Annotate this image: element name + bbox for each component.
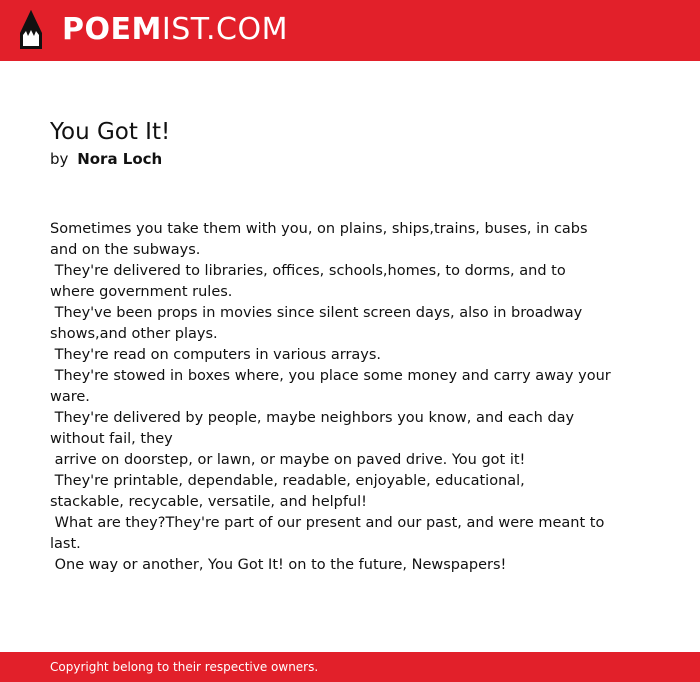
site-header xyxy=(0,0,700,61)
poem-line: where government rules. xyxy=(50,284,233,300)
poem-line: shows,and other plays. xyxy=(50,326,218,342)
site-footer xyxy=(0,652,700,682)
poem-line: and on the subways. xyxy=(50,242,201,258)
poem-line: without fail, they xyxy=(50,431,173,447)
poem-body xyxy=(50,219,611,576)
poem-line: stackable, recycable, versatile, and helpful! xyxy=(50,494,367,510)
poem-title: You Got It! xyxy=(50,119,171,145)
poem-line: They've been props in movies since silent screen days, also in broadway xyxy=(50,305,583,321)
poem-line: What are they?They're part of our present and our past, and were meant to xyxy=(50,515,605,531)
poem-byline xyxy=(50,149,162,169)
poem-line: arrive on doorstep, or lawn, or maybe on paved drive. You got it! xyxy=(50,452,526,468)
poem-line: They're delivered to libraries, offices, schools,homes, to dorms, and to xyxy=(50,263,566,279)
poem-line: Sometimes you take them with you, on plains, ships,trains, buses, in cabs xyxy=(50,221,588,237)
poem-line: They're delivered by people, maybe neighbors you know, and each day xyxy=(50,410,575,426)
copyright-notice: Copyright belong to their respective owners. xyxy=(50,660,319,674)
poem-line: They're printable, dependable, readable, enjoyable, educational, xyxy=(50,473,525,489)
author-name[interactable]: Nora Loch xyxy=(77,150,163,168)
logo-light-part: IST.COM xyxy=(161,12,288,47)
poem-line: last. xyxy=(50,536,81,552)
poem-line: They're read on computers in various arrays. xyxy=(50,347,382,363)
poem-line: They're stowed in boxes where, you place some money and carry away your xyxy=(50,368,611,384)
logo-bold-part: POEM xyxy=(62,12,162,47)
poem-line: One way or another, You Got It! on to the future, Newspapers! xyxy=(50,557,507,573)
poem-line: ware. xyxy=(50,389,90,405)
by-label: by xyxy=(50,150,69,168)
pencil-tip-icon[interactable] xyxy=(18,9,44,51)
site-logo-text[interactable] xyxy=(62,12,288,48)
